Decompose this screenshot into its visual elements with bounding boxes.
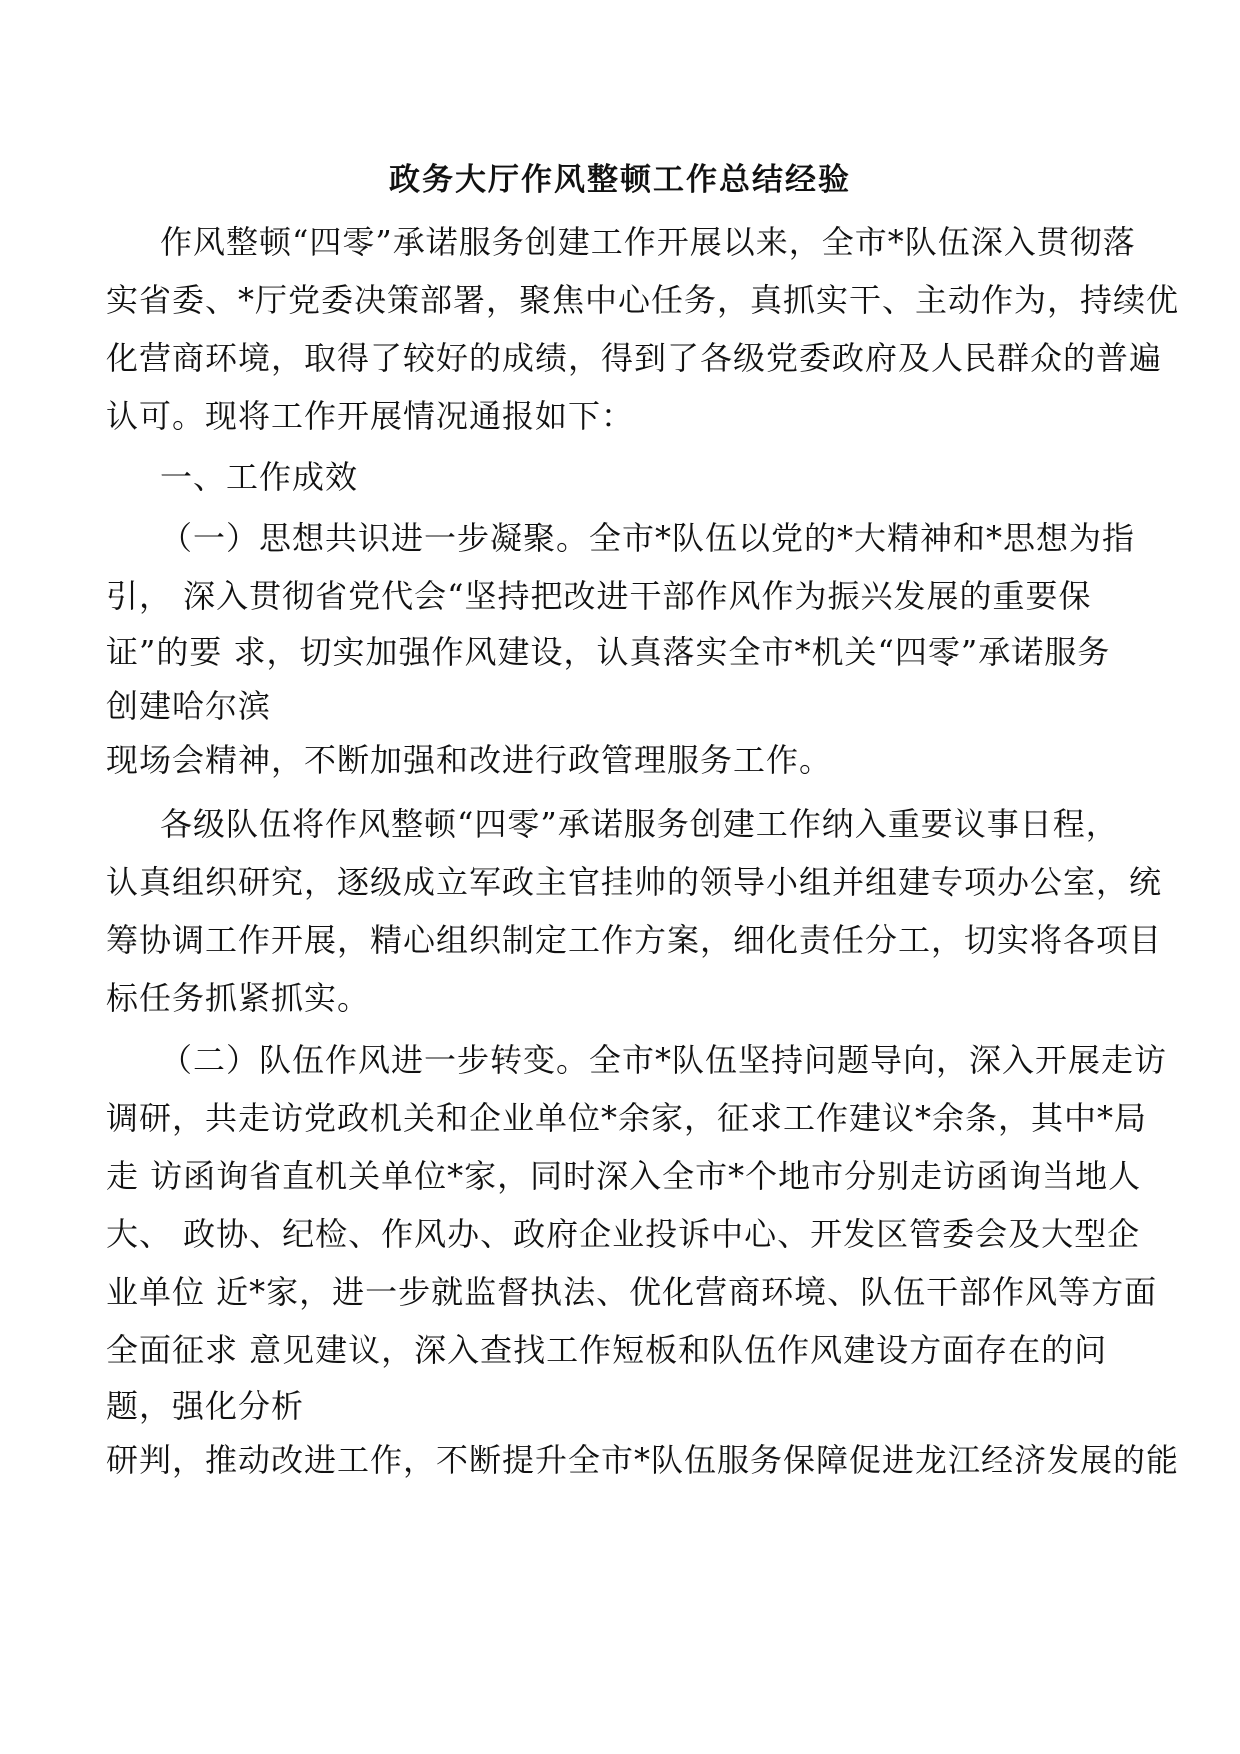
paragraph-line: 走 访函询省直机关单位*家，同时深入全市*个地市分别走访函询当地人 <box>106 1157 1142 1195</box>
paragraph-line: 引， 深入贯彻省党代会“坚持把改进干部作风作为振兴发展的重要保 <box>106 577 1092 615</box>
paragraph-line: 业单位 近*家，进一步就监督执法、优化营商环境、队伍干部作风等方面 <box>106 1273 1158 1311</box>
paragraph-line: 各级队伍将作风整顿“四零”承诺服务创建工作纳入重要议事日程， <box>160 805 1119 843</box>
paragraph-line: 筹协调工作开展，精心组织制定工作方案，细化责任分工，切实将各项目 <box>106 921 1163 959</box>
paragraph-line: 认可。现将工作开展情况通报如下： <box>106 397 635 435</box>
section-heading: 一、工作成效 <box>160 458 359 496</box>
paragraph-line: 化营商环境，取得了较好的成绩，得到了各级党委政府及人民群众的普遍 <box>106 339 1163 377</box>
subsection-heading: （二）队伍作风进一步转变。全市*队伍坚持问题导向，深入开展走访 <box>160 1041 1168 1079</box>
paragraph-line: 认真组织研究，逐级成立军政主官挂帅的领导小组并组建专项办公室，统 <box>106 863 1163 901</box>
paragraph-line: 研判，推动改进工作，不断提升全市*队伍服务保障促进龙江经济发展的能 <box>106 1441 1180 1479</box>
paragraph-line: 调研，共走访党政机关和企业单位*余家，征求工作建议*余条，其中*局 <box>106 1099 1148 1137</box>
paragraph-line: 题，强化分析 <box>106 1387 305 1425</box>
paragraph-line: 大、 政协、纪检、作风办、政府企业投诉中心、开发区管委会及大型企 <box>106 1215 1141 1253</box>
paragraph-line: 创建哈尔滨 <box>106 687 272 725</box>
document-title: 政务大厅作风整顿工作总结经验 <box>389 162 851 198</box>
paragraph-line: 实省委、*厅党委决策部署，聚焦中心任务，真抓实干、主动作为，持续优 <box>106 281 1180 319</box>
paragraph-line: 现场会精神，不断加强和改进行政管理服务工作。 <box>106 741 833 779</box>
paragraph-line: 全面征求 意见建议，深入查找工作短板和队伍作风建设方面存在的问 <box>106 1331 1108 1369</box>
paragraph-line: 标任务抓紧抓实。 <box>106 979 371 1017</box>
subsection-heading: （一）思想共识进一步凝聚。全市*队伍以党的*大精神和*思想为指 <box>160 519 1136 557</box>
paragraph-line: 作风整顿“四零”承诺服务创建工作开展以来，全市*队伍深入贯彻落 <box>160 223 1136 261</box>
paragraph-line: 证”的要 求，切实加强作风建设，认真落实全市*机关“四零”承诺服务 <box>106 633 1111 671</box>
